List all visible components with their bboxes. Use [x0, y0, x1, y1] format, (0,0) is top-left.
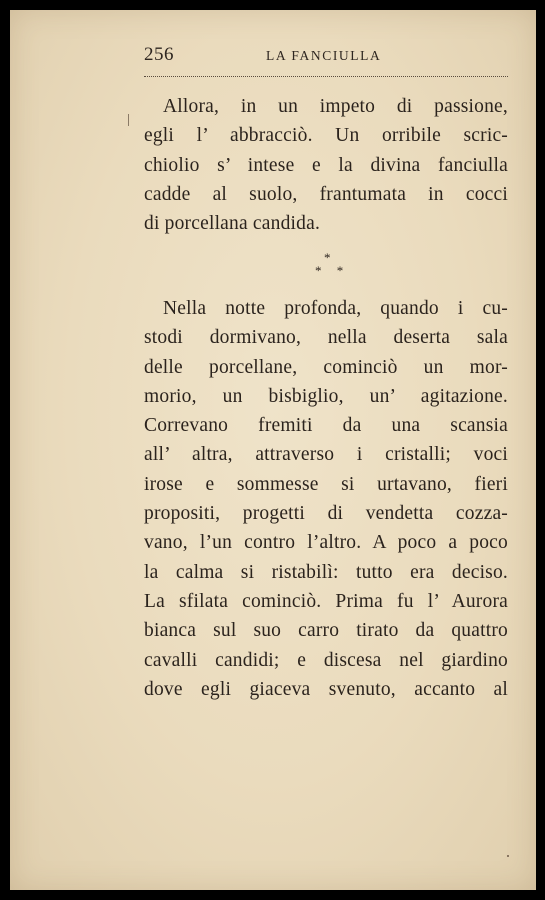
text-line: delle porcellane, cominciò un mor- [144, 356, 508, 378]
text-line: morio, un bisbiglio, un’ agitazione. [144, 385, 508, 407]
asterism-top: * [324, 250, 331, 265]
text-line: all’ altra, attraverso i cristalli; voci [144, 444, 508, 466]
header-rule [144, 76, 508, 77]
asterism-bottom: * * [315, 263, 350, 278]
section-break-asterism [144, 250, 508, 284]
text-line: Allora, in un impeto di passione, [163, 96, 508, 117]
text-line: La sfilata cominciò. Prima fu l’ Aurora [144, 590, 508, 612]
text-line: di porcellana candida. [144, 213, 321, 235]
text-line: stodi dormivano, nella deserta sala [144, 327, 508, 349]
running-title: LA FANCIULLA [266, 48, 382, 63]
text-line: vano, l’un contro l’altro. A poco a poco [144, 532, 508, 554]
text-line: irose e sommesse si urtavano, fieri [144, 473, 508, 495]
text-line: cavalli candidi; e discesa nel giardino [144, 649, 508, 671]
text-line: la calma si ristabilì: tutto era deciso. [144, 561, 508, 583]
text-line: Nella notte profonda, quando i cu- [163, 298, 508, 319]
paper-speck [128, 114, 129, 126]
text-line: cadde al suolo, frantumata in cocci [144, 183, 508, 205]
paragraph-1 [144, 92, 508, 238]
page-header [144, 44, 508, 72]
text-line: egli l’ abbracciò. Un orribile scric- [144, 125, 508, 147]
text-line: Correvano fremiti da una scansia [144, 415, 508, 437]
text-line: chiolio s’ intese e la divina fanciulla [144, 154, 508, 176]
text-line: dove egli giaceva svenuto, accanto al [144, 678, 508, 700]
text-line: propositi, progetti di vendetta cozza- [144, 503, 508, 525]
text-line: bianca sul suo carro tirato da quattro [144, 620, 508, 642]
page-number: 256 [144, 44, 174, 65]
paragraph-2 [144, 294, 508, 704]
paper-speck [507, 855, 509, 857]
book-page [10, 10, 536, 890]
